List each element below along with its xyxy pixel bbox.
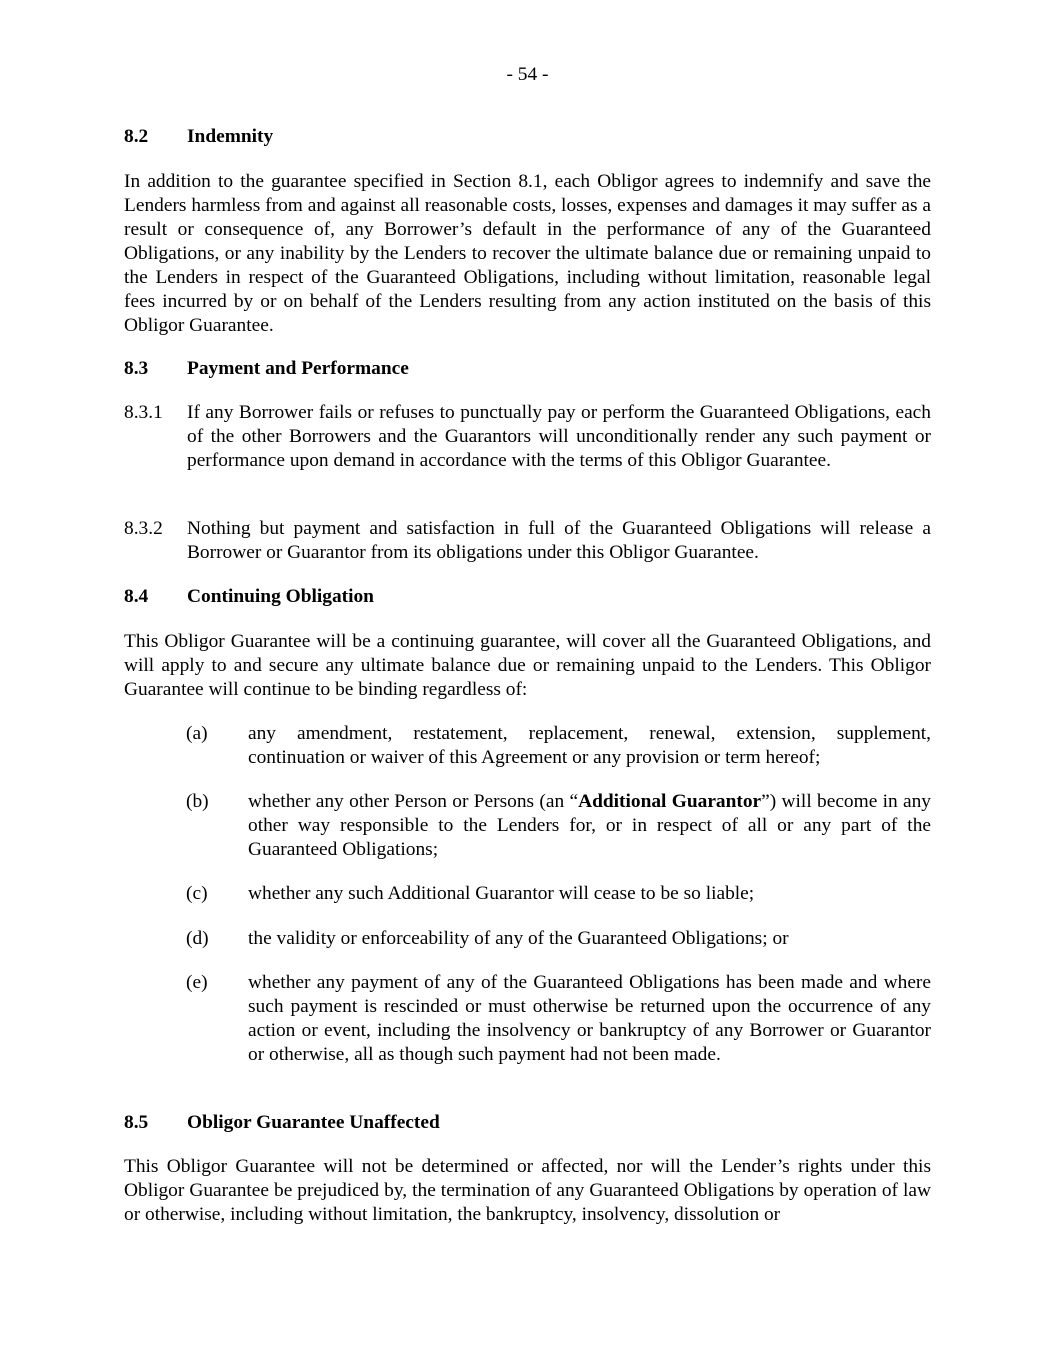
defined-term: Additional Guarantor [578,791,762,812]
item-label: (e) [186,972,208,993]
item-label: (b) [186,791,209,812]
list-item-d [186,927,931,951]
section-heading-8-3 [124,357,931,381]
section-number: 8.3 [124,358,149,379]
subsection-text: If any Borrower fails or refuses to punctually pay or perform the Guaranteed Obligations, each of the other Borrowers and the Guarantors will unconditionally render any such payment or performance upon demand in accordance with the terms of this Obligor Guarantee. [187,402,931,471]
section-number: 8.5 [124,1112,149,1133]
subsection-8-3-2 [124,517,931,565]
section-title: Payment and Performance [187,358,409,379]
list-item-b [186,790,931,862]
subsection-number: 8.3.2 [124,518,163,539]
page-number: - 54 - [506,64,549,85]
item-label: (a) [186,723,208,744]
subsection-number: 8.3.1 [124,402,163,423]
item-text: whether any payment of any of the Guaranteed Obligations has been made and where such payment is rescinded or must otherwise be returned upon the occurrence of any action or event, including the insolvency or bankruptcy of any Borrower or Guarantor or otherwise, all as though such payment had not been made. [248,972,931,1065]
section-title: Indemnity [187,126,274,147]
item-text: whether any such Additional Guarantor will cease to be so liable; [248,883,755,904]
section-heading-8-2 [124,125,931,149]
section-number: 8.2 [124,126,149,147]
list-item-a [186,722,931,770]
list-item-c [186,882,931,906]
subsection-8-3-1 [124,401,931,473]
section-8-4-body: This Obligor Guarantee will be a continuing guarantee, will cover all the Guaranteed Obligations, and will apply to and secure any ultimate balance due or remaining unpaid to the Lenders. This Obligor Guarantee will continue to be binding regardless of: [124,631,931,700]
list-item-e [186,971,931,1067]
item-label: (d) [186,928,209,949]
section-8-5-body: This Obligor Guarantee will not be determined or affected, nor will the Lender’s rights under this Obligor Guarantee be prejudiced by, the termination of any Guaranteed Obligations by operation of law or otherwise, including without limitation, the bankruptcy, insolvency, dissolution or [124,1156,931,1225]
item-text: the validity or enforceability of any of the Guaranteed Obligations; or [248,928,789,949]
section-number: 8.4 [124,586,149,607]
section-heading-8-4 [124,585,931,609]
subsection-text: Nothing but payment and satisfaction in full of the Guaranteed Obligations will release a Borrower or Guarantor from its obligations under this Obligor Guarantee. [187,518,931,563]
section-8-2-body: In addition to the guarantee specified in Section 8.1, each Obligor agrees to indemnify and save the Lenders harmless from and against all reasonable costs, losses, expenses and damages it may suffer as a result or consequence of, any Borrower’s default in the performance of any of the Guaranteed Obligations, or any inability by the Lenders to recover the ultimate balance due or remaining unpaid to the Lenders in respect of the Guaranteed Obligations, including without limitation, reasonable legal fees incurred by or on behalf of the Lenders resulting from any action instituted on the basis of this Obligor Guarantee. [124,171,931,336]
item-text-after: ”) will become in any other way responsible to the Lenders for, or in respect of all or any part of the Guaranteed Obligations; [248,791,932,860]
section-title: Continuing Obligation [187,586,374,607]
item-text-before: whether any other Person or Persons (an “ [248,791,579,812]
section-heading-8-5 [124,1111,931,1135]
item-text [248,790,931,862]
section-title: Obligor Guarantee Unaffected [187,1112,440,1133]
item-text: any amendment, restatement, replacement, renewal, extension, supplement, continuation or waiver of this Agreement or any provision or term hereof; [248,723,931,768]
item-label: (c) [186,883,208,904]
